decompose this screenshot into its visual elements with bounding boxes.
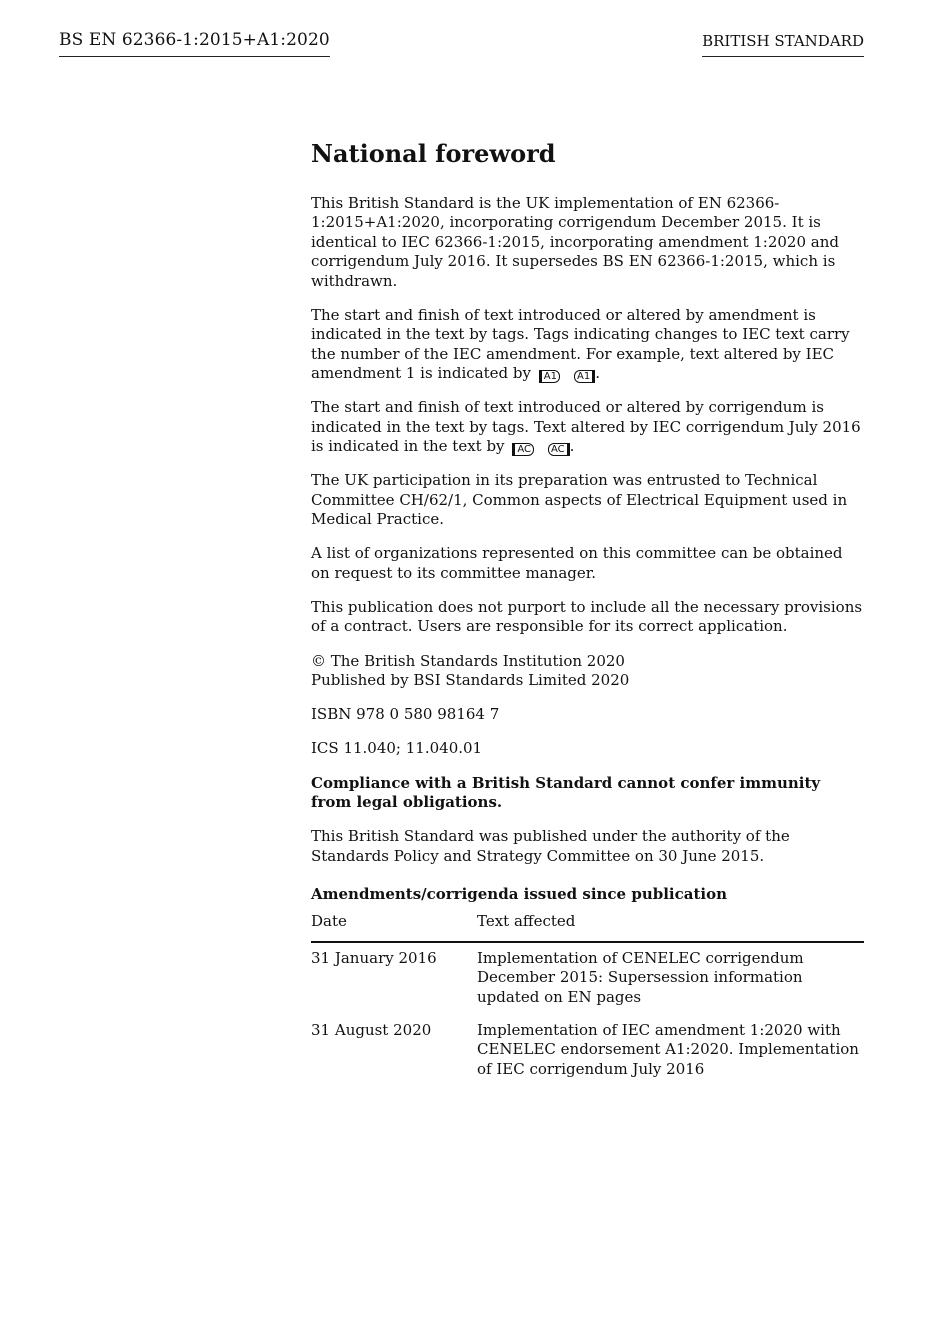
compliance-statement: Compliance with a British Standard cannot confer immunity from legal obligations. bbox=[311, 773, 821, 811]
paragraph-contract: This publication does not purport to include all the necessary provisions of a contract. Users are responsible for its correct application. bbox=[311, 597, 863, 636]
table-row bbox=[311, 1015, 864, 1087]
ics: ICS 11.040; 11.040.01 bbox=[311, 739, 483, 758]
corrigendum-close-tag-icon: AC bbox=[548, 443, 570, 456]
amendment-close-tag-icon: A1 bbox=[574, 370, 595, 383]
amendment-tags-end: . bbox=[595, 364, 600, 383]
paragraph-amendment-tags bbox=[311, 306, 864, 384]
paragraph-copyright bbox=[311, 652, 864, 691]
paragraph-committee: The UK participation in its preparation was entrusted to Technical Committee CH/62/1, Common aspects of Electrical Equipment used in Medical Practice. bbox=[311, 471, 848, 529]
isbn: ISBN 978 0 580 98164 7 bbox=[311, 705, 500, 724]
copyright-line: © The British Standards Institution 2020 bbox=[311, 651, 625, 670]
corrigendum-open-tag-icon: AC bbox=[512, 443, 534, 456]
corrigendum-tags-text: The start and finish of text introduced or altered by corrigendum is indicated in the text by tags. Text altered by IEC corrigendum July 2016 is indicated in the text by bbox=[311, 398, 861, 456]
page-title: National foreword bbox=[311, 139, 556, 168]
amendments-title: Amendments/corrigenda issued since publication bbox=[311, 884, 727, 903]
column-header-text-affected: Text affected bbox=[477, 912, 864, 941]
table-header-row bbox=[311, 912, 864, 941]
paragraph-corrigendum-tags bbox=[311, 398, 864, 456]
row-text-affected: Implementation of IEC amendment 1:2020 with CENELEC endorsement A1:2020. Implementation of IEC corrigendum July 2016 bbox=[477, 1020, 859, 1078]
foreword-content bbox=[311, 138, 864, 1087]
row-date: 31 August 2020 bbox=[311, 1020, 432, 1039]
corrigendum-tags-end: . bbox=[569, 437, 575, 456]
row-text-affected: Implementation of CENELEC corrigendum December 2015: Supersession information updated on EN pages bbox=[477, 948, 804, 1006]
amendment-tags-text: The start and finish of text introduced or altered by amendment is indicated in the text by tags. Tags indicating changes to IEC text carry the number of the IEC amendment. For example, text altered by IEC amendment 1 is indicated by bbox=[311, 305, 850, 383]
column-header-date: Date bbox=[311, 912, 477, 941]
amendments-table bbox=[311, 912, 864, 1087]
header-document-id: BS EN 62366-1:2015+A1:2020 bbox=[59, 30, 330, 57]
amendment-open-tag-icon: A1 bbox=[539, 370, 560, 383]
header-document-type: BRITISH STANDARD bbox=[702, 32, 864, 57]
paragraph-implementation: This British Standard is the UK implementation of EN 62366-1:2015+A1:2020, incorporating corrigendum December 2015. It is identical to IEC 62366-1:2015, incorporating amendment 1:2020 and corrigendum July 2016. It supersedes BS EN 62366-1:2015, which is withdrawn. bbox=[311, 194, 839, 290]
row-date: 31 January 2016 bbox=[311, 948, 437, 967]
paragraph-organizations: A list of organizations represented on this committee can be obtained on request to its committee manager. bbox=[311, 544, 843, 582]
paragraph-authority: This British Standard was published under the authority of the Standards Policy and Strategy Committee on 30 June 2015. bbox=[311, 827, 790, 865]
table-row bbox=[311, 942, 864, 1015]
publisher-line: Published by BSI Standards Limited 2020 bbox=[311, 670, 630, 689]
